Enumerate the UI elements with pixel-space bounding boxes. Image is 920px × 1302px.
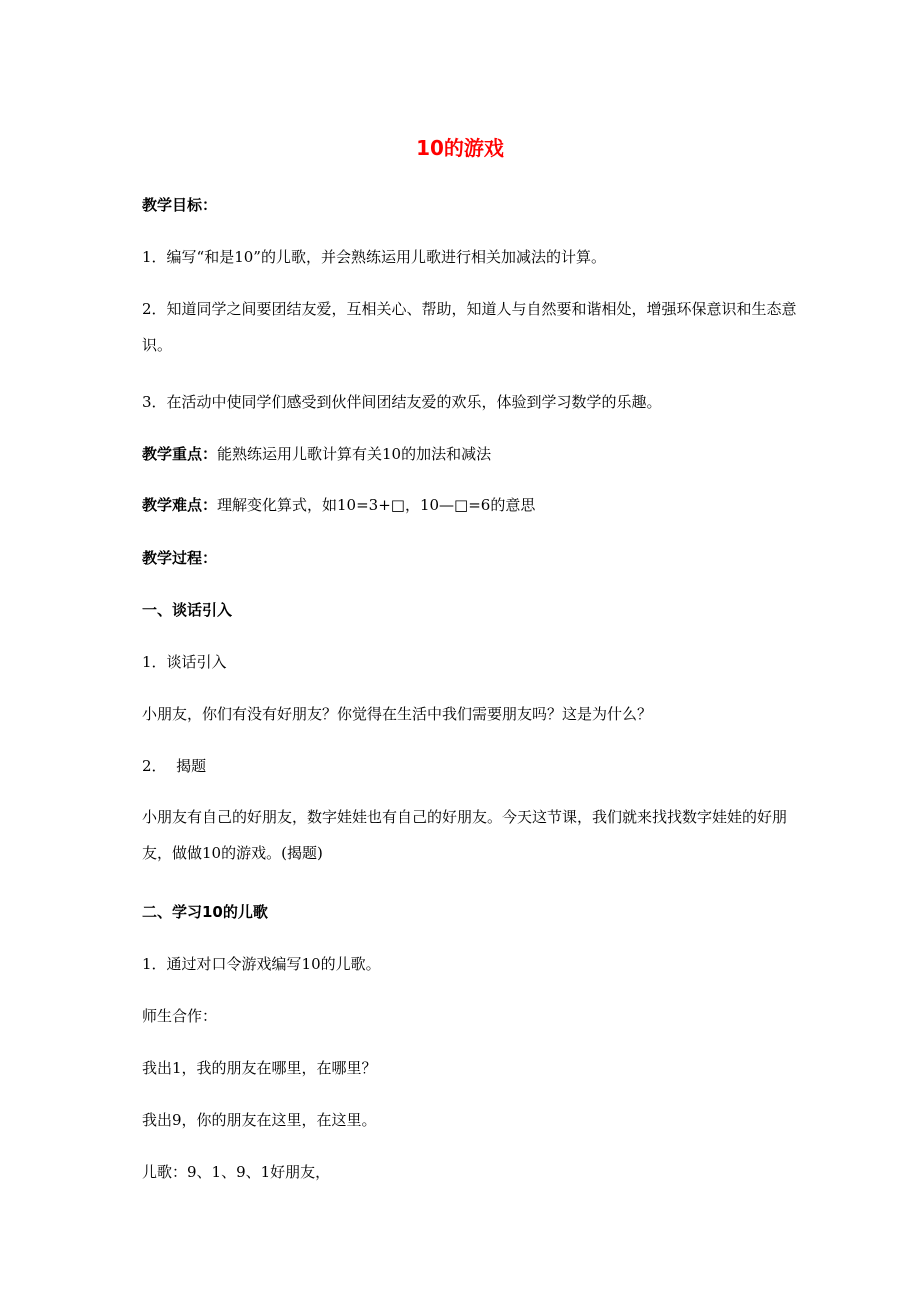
difficulty [142, 495, 812, 515]
section2-line1: 师生合作： [142, 1007, 218, 1025]
section1-heading: 一、谈话引入 [142, 601, 233, 619]
document-title: 10的游戏 [416, 136, 504, 160]
difficulty-text: 理解变化算式，如10=3+□，10—□=6的意思 [217, 496, 536, 514]
section2-line4: 儿歌：9、1、9、1好朋友， [142, 1163, 331, 1181]
objectives-heading: 教学目标： [142, 196, 218, 214]
section1-para2: 小朋友有自己的好朋友，数字娃娃也有自己的好朋友。今天这节课，我们就来找找数字娃娃的好朋友，做做10的游戏。(揭题) [142, 808, 788, 862]
section2-heading: 二、学习10的儿歌 [142, 903, 268, 921]
key-point [142, 444, 812, 464]
section2-line3: 我出9，你的朋友在这里，在这里。 [142, 1111, 377, 1129]
objective-1: 1．编写“和是10”的儿歌，并会熟练运用儿歌进行相关加减法的计算。 [142, 248, 606, 266]
section1-item2: 2． 揭题 [142, 757, 207, 775]
section1-item1: 1．谈话引入 [142, 653, 227, 671]
section2-item1: 1．通过对口令游戏编写10的儿歌。 [142, 955, 381, 973]
section2-line2: 我出1，我的朋友在哪里，在哪里？ [142, 1059, 377, 1077]
objective-3: 3．在活动中使同学们感受到伙伴间团结友爱的欢乐，体验到学习数学的乐趣。 [142, 393, 662, 411]
key-point-text: 能熟练运用儿歌计算有关10的加法和减法 [217, 445, 492, 463]
objective-2: 2．知道同学之间要团结友爱，互相关心、帮助，知道人与自然要和谐相处，增强环保意识和生态意识。 [142, 300, 797, 354]
process-heading: 教学过程： [142, 549, 218, 567]
difficulty-label: 教学难点： [142, 496, 218, 514]
section1-para1: 小朋友，你们有没有好朋友？你觉得在生活中我们需要朋友吗？这是为什么？ [142, 705, 653, 723]
key-point-label: 教学重点： [142, 445, 218, 463]
